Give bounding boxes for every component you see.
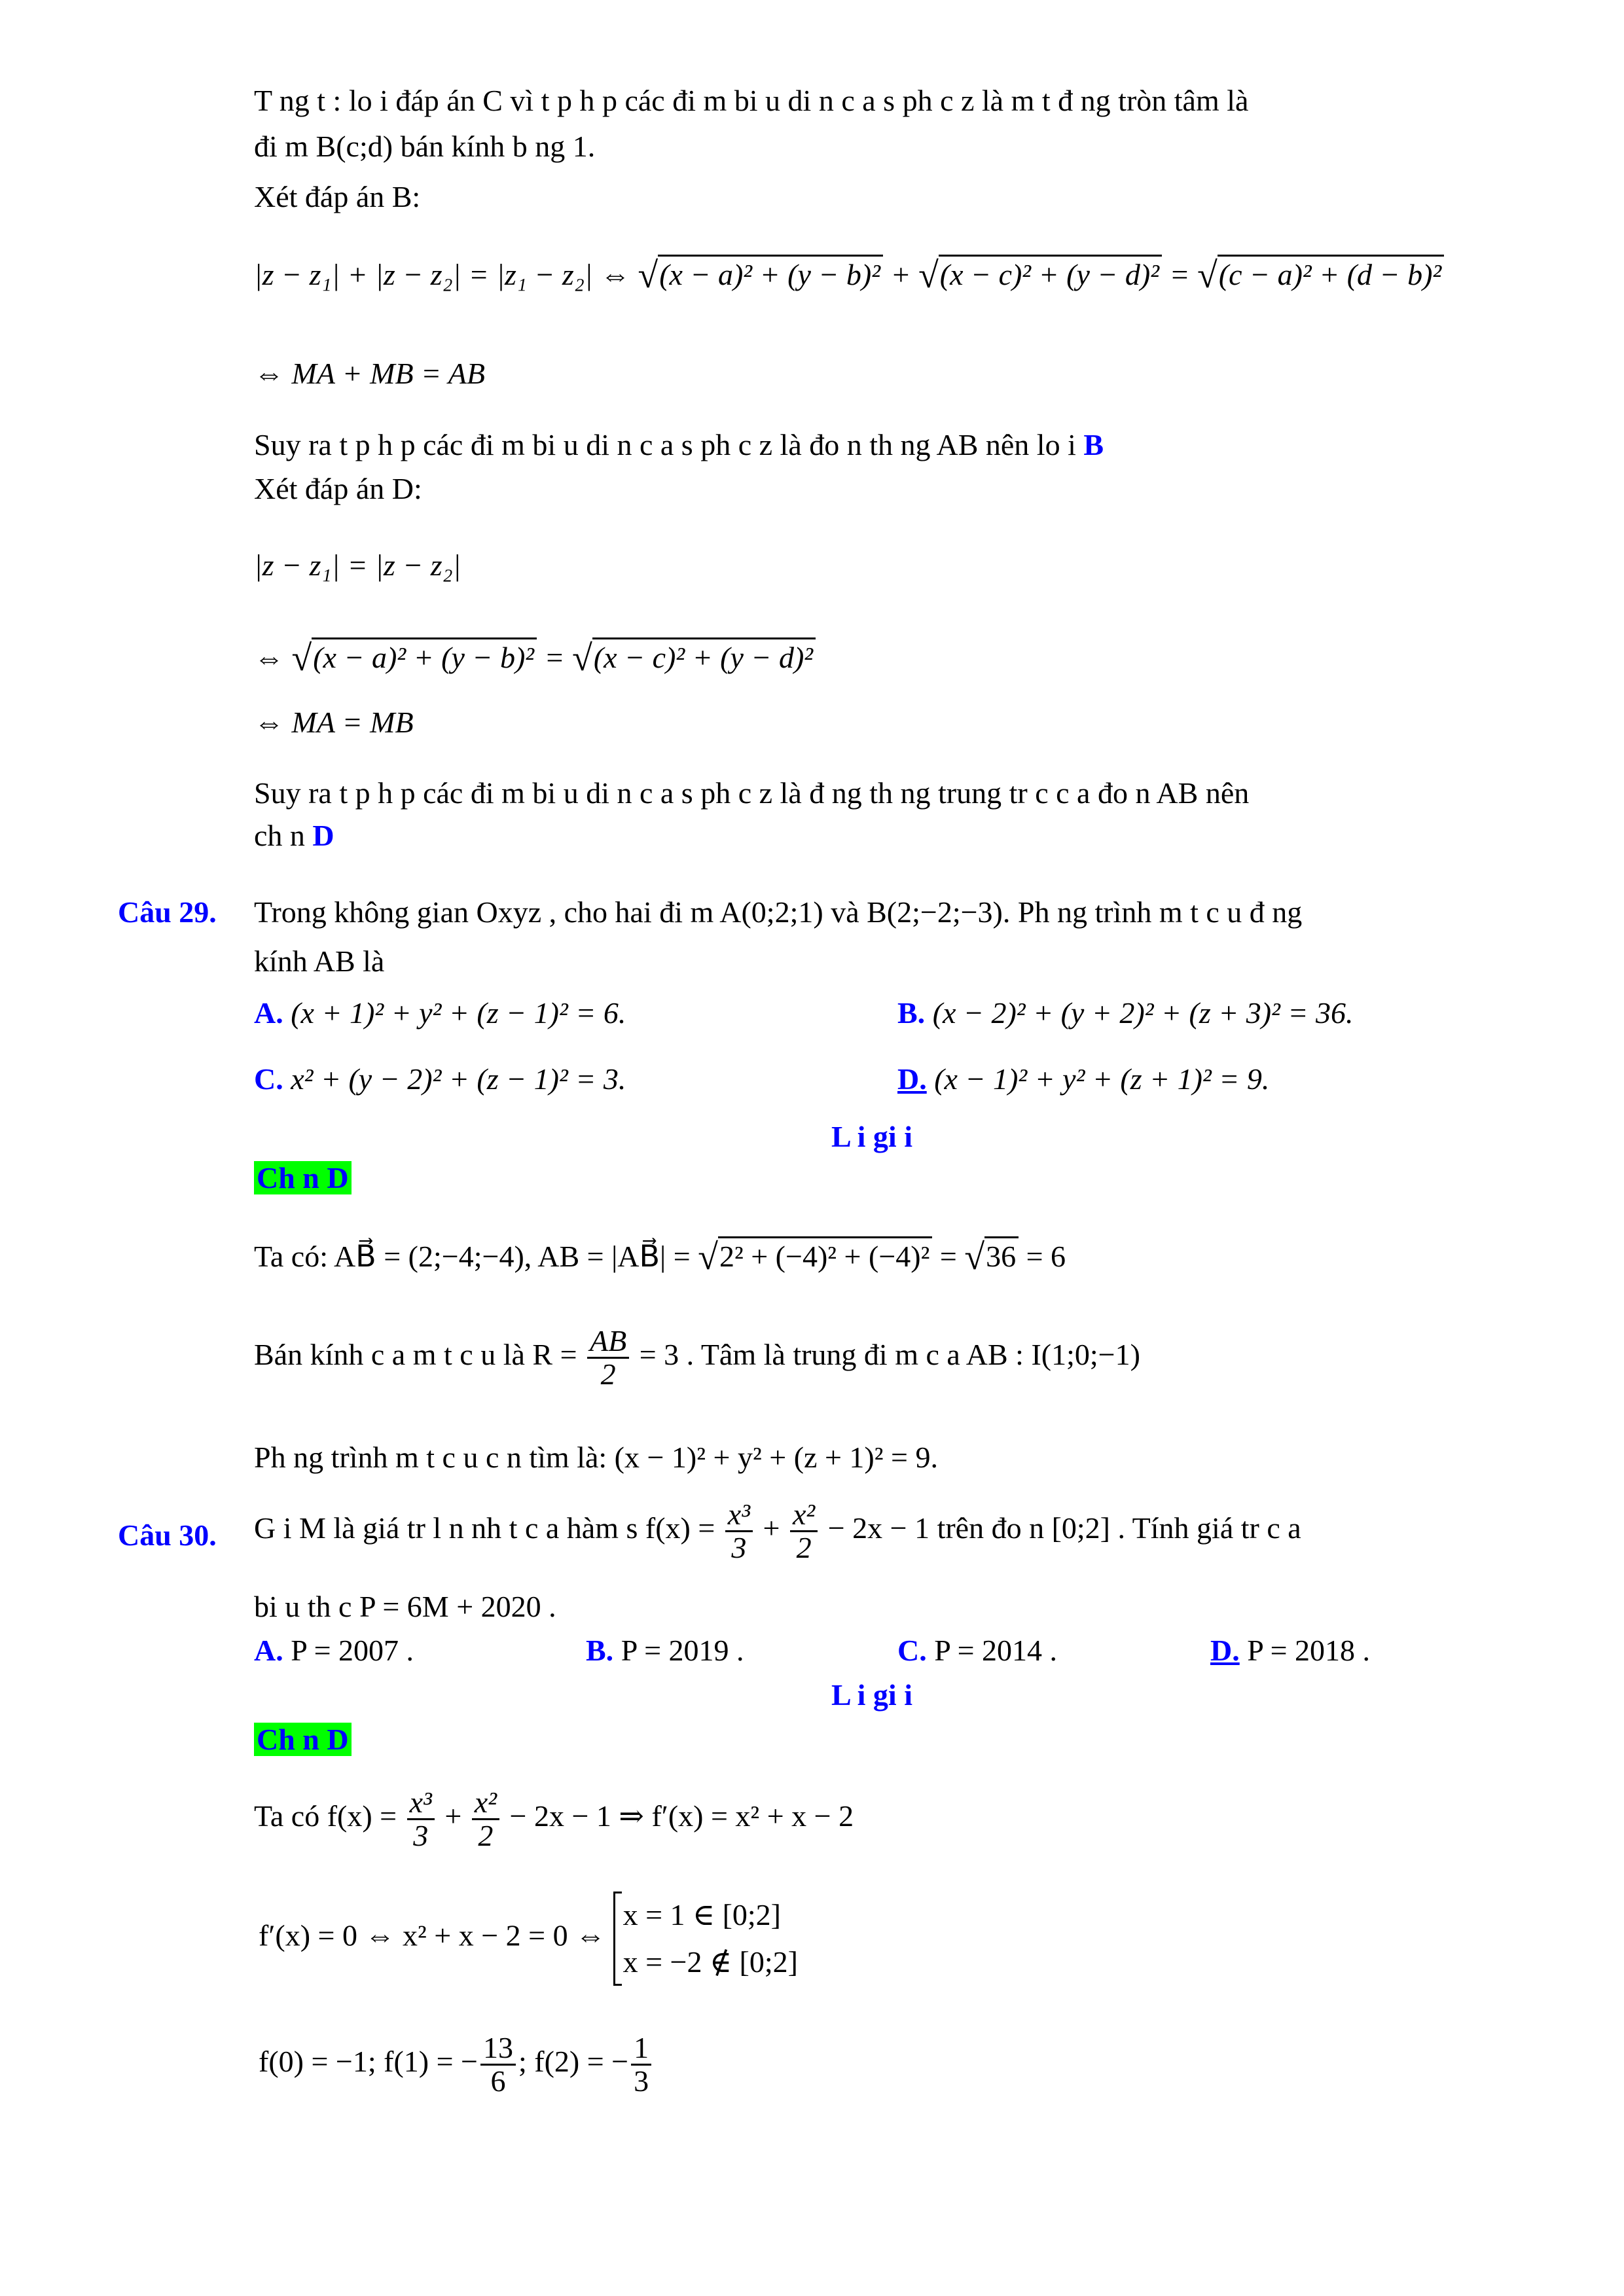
sqrt: √(c − a)² + (d − b)² [1197,255,1444,295]
sqrt: √2² + (−4)² + (−4)² [698,1237,932,1276]
text: f(0) = −1; f(1) = − [259,2045,478,2079]
option-label: B. [897,996,926,1030]
sqrt: √(x − c)² + (y − d)² [572,638,816,677]
question-stem [254,1499,1301,1564]
eq-part: |z − z₁| + |z − z₂| = |z₁ − z₂| ⇔ [254,258,638,291]
option-c [254,1060,626,1099]
radicand: (c − a)² + (d − b)² [1218,255,1444,291]
solution-line [254,1237,1066,1276]
question-label: Câu 29. [118,895,217,929]
equation [254,638,816,677]
text: Suy ra t p h p các đi m bi u di n c a s ph c z là đo n th ng AB nên lo i [254,428,1084,461]
answer-letter: D [312,819,334,852]
text: G i M là giá tr l n nh t c a hàm s f(x) = [254,1511,723,1545]
denominator: 2 [600,1357,616,1391]
question-label: Câu 30. [118,1518,217,1552]
eq-part: = [537,641,573,674]
option-d [1210,1631,1370,1670]
text-line [254,816,334,855]
text-line: Xét đáp án B: [254,180,421,213]
numerator: 13 [480,2032,516,2066]
text: − 2x − 1 trên đo n [0;2] . Tính giá tr c a [820,1511,1301,1545]
solution-line [254,1787,854,1852]
option-label: D. [1210,1634,1240,1667]
fraction [472,1787,499,1852]
denominator: 2 [478,1819,494,1852]
numerator: AB [587,1325,629,1359]
text: = [932,1240,965,1273]
option-c [897,1631,1057,1670]
text: = 6 [1019,1240,1066,1273]
option-b [586,1631,744,1670]
text-line: đi m B(c;d) bán kính b ng 1. [254,130,596,163]
equation: ⇔ MA = MB [254,706,414,739]
answer-letter: B [1083,428,1104,461]
solution-title: L i gi i [831,1120,912,1153]
option-text: P = 2014 . [926,1634,1058,1667]
text: − 2x − 1 ⇒ f′(x) = x² + x − 2 [502,1799,854,1833]
denominator: 6 [490,2064,506,2098]
fraction [587,1325,629,1390]
text: Ta có f(x) = [254,1799,405,1833]
numerator: 1 [631,2032,651,2066]
radicand: (x − a)² + (y − b)² [658,255,883,291]
text-line: Xét đáp án D: [254,472,422,505]
equation: |z − z₁| = |z − z₂| [254,548,461,582]
eq-part: + [883,258,919,291]
numerator: x³ [407,1787,435,1820]
chosen-answer [254,1158,352,1198]
solution-line [259,1892,798,1986]
numerator: x² [472,1787,499,1820]
option-label: A. [254,1634,283,1667]
fraction [790,1499,818,1564]
text: = 3 . Tâm là trung đi m c a AB : I(1;0;−1) [632,1338,1140,1372]
text-line: T ng t : lo i đáp án C vì t p h p các đi m bi u di n c a s ph c z là m t đ ng tròn tâm là [254,84,1249,117]
solution-title: L i gi i [831,1678,912,1712]
chosen-badge: Ch n D [254,1723,352,1756]
radicand: 2² + (−4)² + (−4)² [718,1236,932,1273]
text-line: Suy ra t p h p các đi m bi u di n c a s ph c z là đ ng th ng trung tr c c a đo n AB nên [254,776,1250,810]
text: Bán kính c a m t c u là R = [254,1338,585,1372]
text: f′(x) = 0 ⇔ x² + x − 2 = 0 ⇔ [259,1918,613,1952]
question-stem: kính AB là [254,944,385,978]
sqrt: √(x − a)² + (y − b)² [638,255,883,295]
option-label: C. [254,1062,283,1096]
sqrt: √(x − c)² + (y − d)² [918,255,1162,295]
sqrt: √36 [964,1237,1019,1276]
numerator: x² [790,1499,818,1532]
text: ch n [254,819,313,852]
solution-line [259,2032,654,2097]
solution-line [254,1325,1140,1390]
option-d [897,1060,1269,1099]
question-stem: bi u th c P = 6M + 2020 . [254,1590,556,1623]
option-text: (x − 2)² + (y + 2)² + (z + 3)² = 36. [925,996,1354,1030]
eq-part: = [1162,258,1198,291]
denominator: 3 [413,1819,429,1852]
text: ; f(2) = − [518,2045,629,2079]
fraction [631,2032,651,2097]
option-text: P = 2007 . [283,1634,414,1667]
option-text: (x − 1)² + y² + (z + 1)² = 9. [926,1062,1270,1096]
fraction [725,1499,753,1564]
solution-line: Ph ng trình m t c u c n tìm là: (x − 1)² + y² + (z + 1)² = 9. [254,1441,938,1474]
option-label: D. [897,1062,927,1096]
case-bracket [613,1892,798,1986]
option-text: x² + (y − 2)² + (z − 1)² = 3. [283,1062,626,1096]
case: x = 1 ∈ [0;2] [623,1898,781,1931]
case: x = −2 ∉ [0;2] [623,1945,798,1979]
text: + [755,1511,787,1545]
option-a [254,1631,414,1670]
eq-part: ⇔ [254,641,292,674]
radicand: (x − a)² + (y − b)² [312,637,537,674]
option-b [897,994,1353,1033]
radicand: 36 [984,1236,1019,1273]
text-line [254,425,1104,465]
equation: ⇔ MA + MB = AB [254,357,485,390]
equation-b [254,255,1444,295]
fraction [407,1787,435,1852]
radicand: (x − c)² + (y − d)² [592,637,816,674]
fraction [480,2032,516,2097]
chosen-answer [254,1720,352,1759]
option-text: (x + 1)² + y² + (z − 1)² = 6. [283,996,626,1030]
numerator: x³ [725,1499,753,1532]
question-stem: Trong không gian Oxyz , cho hai đi m A(0;2;1) và B(2;−2;−3). Ph ng trình m t c u đ ng [254,895,1303,929]
option-text: P = 2019 . [613,1634,744,1667]
option-label: A. [254,996,283,1030]
chosen-badge: Ch n D [254,1161,352,1194]
text: Ta có: AB⃗ = (2;−4;−4), AB = |AB⃗| = [254,1240,698,1273]
denominator: 3 [731,1531,747,1564]
option-a [254,994,626,1033]
option-label: B. [586,1634,614,1667]
sqrt: √(x − a)² + (y − b)² [292,638,537,677]
option-text: P = 2018 . [1239,1634,1371,1667]
option-label: C. [897,1634,927,1667]
denominator: 2 [796,1531,812,1564]
denominator: 3 [634,2064,649,2098]
text: + [437,1799,469,1833]
radicand: (x − c)² + (y − d)² [939,255,1162,291]
